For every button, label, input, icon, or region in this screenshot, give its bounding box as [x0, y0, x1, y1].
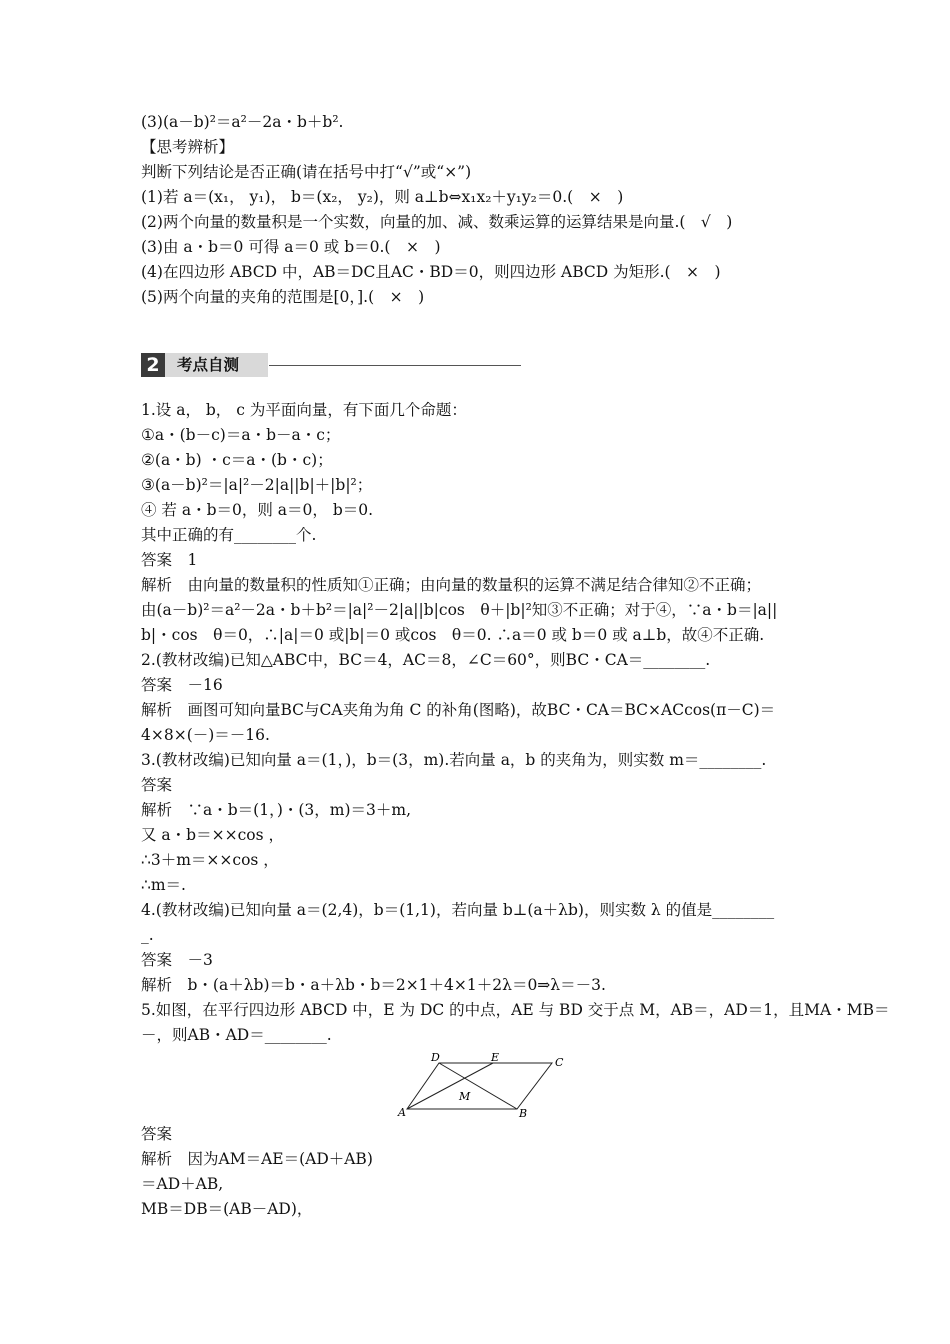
text-line: 4.(教材改编)已知向量 a＝(2,4)，b＝(1,1)，若向量 b⊥(a＋λb)，则实数 λ 的值是________ — [141, 901, 775, 919]
text-line: 5.如图，在平行四边形 ABCD 中，E 为 DC 的中点，AE 与 BD 交于点 M，AB＝，AD＝1，且MA・MB＝ — [141, 1001, 890, 1019]
text-line: _. — [141, 926, 154, 944]
text-line: 答案 — [141, 776, 173, 794]
text-line: 解析 由向量的数量积的性质知①正确；由向量的数量积的运算不满足结合律知②不正确； — [141, 576, 762, 594]
text-line: ①a・(b－c)＝a・b－a・c； — [141, 426, 341, 444]
text-line: ∴3＋m＝××cos ， — [141, 851, 279, 869]
text-line: ②(a・b) ・c＝a・(b・c)； — [141, 451, 333, 469]
text-line: ＝AD＋AB, — [141, 1175, 224, 1193]
point-label-m: M — [459, 1090, 471, 1103]
text-line: 判断下列结论是否正确(请在括号中打“√”或“×”) — [141, 163, 472, 181]
text-line: 【思考辨析】 — [141, 138, 235, 156]
text-line: MB＝DB＝(AB－AD)， — [141, 1200, 313, 1218]
text-line: 答案 －3 — [141, 951, 213, 969]
text-line: 1.设 a， b， c 为平面向量，有下面几个命题： — [141, 401, 467, 419]
text-line: 又 a・b＝××cos ， — [141, 826, 284, 844]
section-header — [141, 353, 521, 379]
text-line: 2.(教材改编)已知△ABC中，BC＝4，AC＝8，∠C＝60°，则BC・CA＝________. — [141, 651, 711, 669]
text-line: 解析 b・(a＋λb)＝b・a＋λb・b＝2×1＋4×1＋2λ＝0⇒λ＝－3. — [141, 976, 606, 994]
vertex-label-b: B — [519, 1107, 528, 1120]
text-line: (5)两个向量的夹角的范围是[0，].( × ) — [141, 288, 425, 306]
vertex-label-a: A — [398, 1106, 406, 1119]
text-line: ④ 若 a・b＝0，则 a＝0， b＝0. — [141, 501, 374, 519]
vertex-label-d: D — [431, 1052, 440, 1064]
text-line: －，则AB・AD＝________. — [141, 1026, 332, 1044]
text-line: 由(a－b)²＝a²－2a・b＋b²＝|a|²－2|a||b|cos θ＋|b|²知③不正确；对于④，∵a・b＝|a|| — [141, 601, 778, 619]
text-line: (1)若 a＝(x₁， y₁)， b＝(x₂， y₂)，则 a⊥b⇔x₁x₂＋y₁y₂＝0.( × ) — [141, 188, 624, 206]
text-line: 答案 — [141, 1125, 173, 1143]
section-rule — [269, 365, 521, 366]
point-label-e: E — [491, 1052, 500, 1064]
text-line: 答案 －16 — [141, 676, 223, 694]
text-line: 解析 画图可知向量BC与CA夹角为角 C 的补角(图略)，故BC・CA＝BC×ACcos(π－C)＝ — [141, 701, 776, 719]
text-line: b|・cos θ＝0，∴|a|＝0 或|b|＝0 或cos θ＝0. ∴a＝0 或 b＝0 或 a⊥b，故④不正确. — [141, 626, 765, 644]
text-line: ③(a－b)²＝|a|²－2|a||b|＋|b|²； — [141, 476, 373, 494]
text-line: 4×8×(－)＝－16. — [141, 726, 270, 744]
text-line: (4)在四边形 ABCD 中，AB＝DC且AC・BD＝0，则四边形 ABCD 为矩形.( × ) — [141, 263, 721, 281]
text-line: 答案 1 — [141, 551, 198, 569]
section-number: 2 — [141, 353, 165, 377]
text-line: 其中正确的有________个. — [141, 526, 317, 544]
parallelogram-figure — [397, 1052, 565, 1122]
text-line: ∴m＝. — [141, 876, 186, 894]
text-line: 解析 因为AM＝AE＝(AD＋AB) — [141, 1150, 373, 1168]
text-line: 3.(教材改编)已知向量 a＝(1，)，b＝(3，m).若向量 a，b 的夹角为，则实数 m＝________. — [141, 751, 767, 769]
text-line: 解析 ∵a・b＝(1，)・(3，m)＝3＋m, — [141, 801, 412, 819]
text-line: (3)由 a・b＝0 可得 a＝0 或 b＝0.( × ) — [141, 238, 441, 256]
section-title: 考点自测 — [177, 356, 240, 374]
text-line: (2)两个向量的数量积是一个实数，向量的加、减、数乘运算的运算结果是向量.( √ ) — [141, 213, 733, 231]
text-line: (3)(a－b)²＝a²－2a・b＋b². — [141, 113, 344, 131]
vertex-label-c: C — [555, 1056, 564, 1069]
